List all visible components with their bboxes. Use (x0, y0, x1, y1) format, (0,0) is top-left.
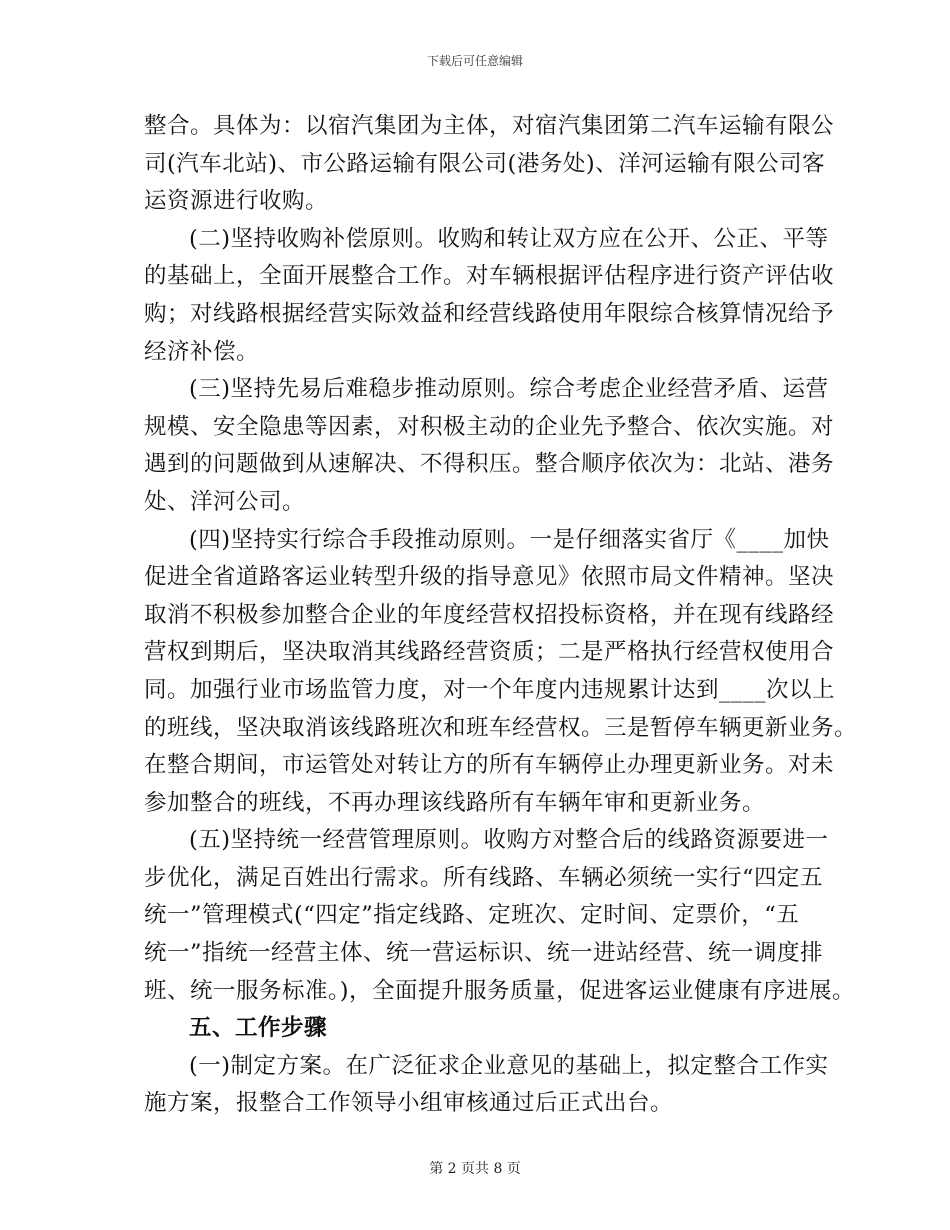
document-body (144, 108, 858, 1123)
text-line: (一)制定方案。在广泛征求企业意见的基础上，拟定整合工作实 (189, 1052, 829, 1079)
text-line: 购；对线路根据经营实际效益和经营线路使用年限综合核算情况给予 (144, 300, 835, 327)
text-line: (五)坚持统一经营管理原则。收购方对整合后的线路资源要进一 (189, 827, 829, 854)
text-line: 统一”指统一经营主体、统一营运标识、统一进站经营、统一调度排 (144, 940, 824, 967)
text-line: 参加整合的班线，不再办理该线路所有车辆年审和更新业务。 (144, 789, 766, 816)
page-header: 下载后可任意编辑 (426, 54, 523, 68)
text-line: 促进全省道路客运业转型升级的指导意见》依照市局文件精神。坚决 (144, 564, 835, 591)
text-line: (三)坚持先易后难稳步推动原则。综合考虑企业经营矛盾、运营 (189, 376, 829, 403)
text-line: 施方案，报整合工作领导小组审核通过后正式出台。 (144, 1090, 674, 1117)
section-heading: 五、工作步骤 (189, 1015, 328, 1042)
text-line: 运资源进行收购。 (144, 188, 329, 215)
text-line: 营权到期后，坚决取消其线路经营资质；二是严格执行经营权使用合 (144, 639, 835, 666)
text-line: 司(汽车北站)、市公路运输有限公司(港务处)、洋河运输有限公司客 (144, 150, 826, 177)
text-line: (二)坚持收购补偿原则。收购和转让双方应在公开、公正、平等 (189, 225, 829, 252)
text-line: 统一”管理模式(“四定”指定线路、定班次、定时间、定票价，“五 (144, 902, 800, 929)
text-line: 整合。具体为：以宿汽集团为主体，对宿汽集团第二汽车运输有限公 (144, 113, 835, 139)
text-line: 在整合期间，市运管处对转让方的所有车辆停止办理更新业务。对未 (144, 752, 835, 779)
text-line: 取消不积极参加整合企业的年度经营权招投标资格，并在现有线路经 (144, 601, 835, 628)
text-line: 班、统一服务标准。)，全面提升服务质量，促进客运业健康有序进展。 (144, 977, 856, 1004)
text-line: (四)坚持实行综合手段推动原则。一是仔细落实省厅《____加快 (189, 526, 830, 553)
text-line: 同。加强行业市场监管力度，对一个年度内违规累计达到____次以上 (144, 676, 836, 703)
text-line: 遇到的问题做到从速解决、不得积压。整合顺序依次为：北站、港务 (144, 451, 835, 478)
text-line: 经济补偿。 (144, 338, 260, 365)
text-line: 的班线，坚决取消该线路班次和班车经营权。三是暂停车辆更新业务。 (144, 714, 858, 741)
page-footer: 第 2 页共 8 页 (429, 1161, 521, 1177)
text-line: 处、洋河公司。 (144, 488, 306, 515)
text-line: 的基础上，全面开展整合工作。对车辆根据评估程序进行资产评估收 (144, 263, 835, 290)
text-line: 步优化，满足百姓出行需求。所有线路、车辆必须统一实行“四定五 (144, 864, 824, 891)
text-line: 规模、安全隐患等因素，对积极主动的企业先予整合、依次实施。对 (144, 413, 835, 440)
